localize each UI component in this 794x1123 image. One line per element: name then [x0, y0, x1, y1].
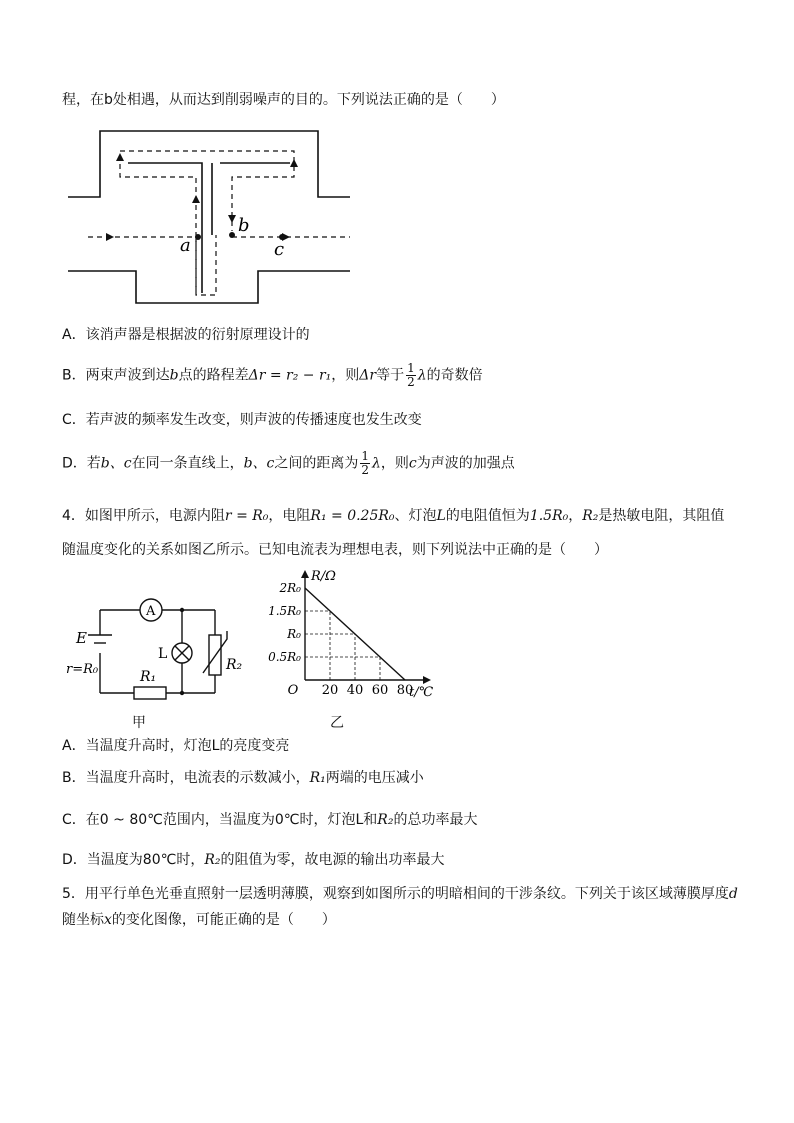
label-b: b: [238, 215, 250, 236]
graph-caption: 乙: [330, 715, 344, 731]
muffler-diagram: [60, 125, 360, 305]
r1-label: R₁: [140, 669, 157, 685]
point-b: [229, 232, 235, 238]
q4-option-c: C．在0 ~ 80℃范围内，当温度为0℃时，灯泡L和R₂的总功率最大: [62, 812, 478, 828]
circuit-diagram: [62, 595, 242, 735]
q5-stem-line2: 随坐标x的变化图像，可能正确的是（ ）: [62, 912, 336, 928]
q4-stem-line2: 随温度变化的关系如图乙所示。已知电流表为理想电表，则下列说法中正确的是（ ）: [62, 542, 608, 558]
q5-stem-line1: 5．用平行单色光垂直照射一层透明薄膜，观察到如图所示的明暗相间的干涉条纹。下列关于该区域薄膜厚度d: [62, 886, 738, 902]
x-tick-label: 60: [371, 683, 389, 698]
q3-option-d: D．若b、c在同一条直线上，b、c之间的距离为 $\frac{1}{2}$ λ，则c为声波的加强点: [62, 449, 515, 477]
y-axis-label: R/Ω: [311, 569, 336, 584]
lamp-label: L: [158, 646, 168, 662]
fraction-half: $\frac{1}{2}$: [407, 361, 415, 389]
y-tick-label: 2R₀: [279, 581, 301, 595]
x-tick-label: 80: [396, 683, 414, 698]
y-tick-label: 1.5R₀: [268, 604, 301, 618]
q4-option-b: B．当温度升高时，电流表的示数减小，R₁两端的电压减小: [62, 770, 424, 786]
q3-option-a: A．该消声器是根据波的衍射原理设计的: [62, 327, 310, 343]
q3-intro: 程，在b处相遇，从而达到削弱噪声的目的。下列说法正确的是（ ）: [62, 92, 505, 108]
q4-stem-line1: 4．如图甲所示，电源内阻r = R₀，电阻R₁ = 0.25R₀、灯泡L的电阻值恒为1.5R₀，R₂是热敏电阻，其阻值: [62, 508, 725, 524]
label-c: c: [274, 239, 285, 260]
x-tick-label: 40: [346, 683, 364, 698]
emf-label: E: [76, 629, 87, 647]
q4-option-a: A．当温度升高时，灯泡L的亮度变亮: [62, 738, 290, 754]
point-a: [195, 234, 201, 240]
r-t-graph: [255, 568, 435, 698]
ammeter-label: A: [146, 604, 156, 619]
y-tick-label: R₀: [287, 627, 301, 641]
q4-option-d: D．当温度为80℃时，R₂的阻值为零，故电源的输出功率最大: [62, 852, 445, 868]
fraction-half: $\frac{1}{2}$: [361, 449, 370, 477]
q3-option-b: B．两束声波到达b点的路程差Δr = r₂ − r₁，则Δr等于 $\frac{1}{2}$ λ的奇数倍: [62, 361, 483, 389]
label-a: a: [180, 235, 191, 256]
y-tick-label: 0.5R₀: [268, 650, 301, 664]
q3-option-c: C．若声波的频率发生改变，则声波的传播速度也发生改变: [62, 412, 422, 428]
r2-label: R₂: [226, 657, 243, 673]
circuit-caption: 甲: [132, 715, 146, 731]
origin-label: O: [287, 683, 299, 698]
y-axis-arrow: [301, 570, 309, 578]
x-axis-arrow: [423, 676, 431, 684]
internal-resistance-label: r=R₀: [66, 662, 99, 677]
x-tick-label: 20: [321, 683, 339, 698]
x-axis-label: t/℃: [409, 685, 434, 700]
